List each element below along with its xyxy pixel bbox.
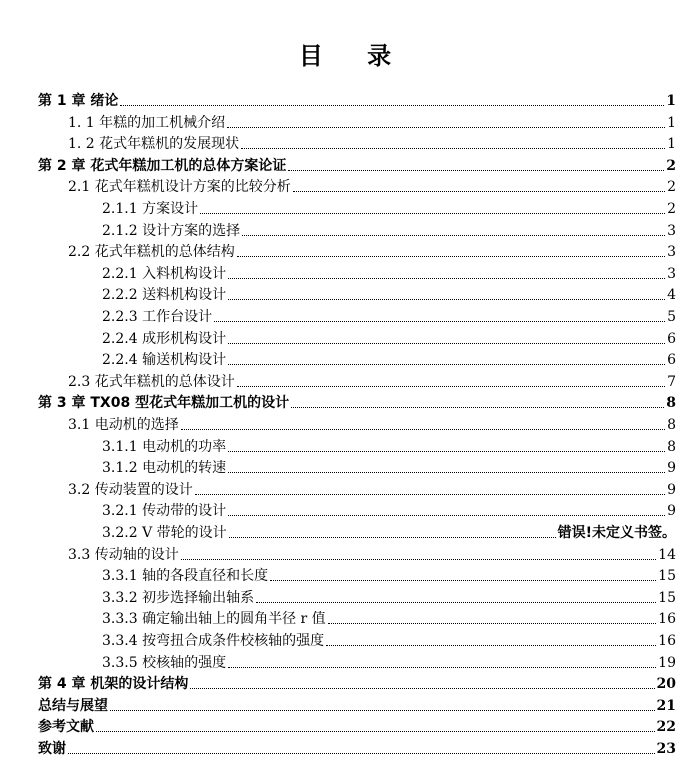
toc-section-entry[interactable] xyxy=(102,218,676,240)
toc-entry-label: 3.3.2 初步选择输出轴系 xyxy=(102,589,255,606)
toc-entry-page: 21 xyxy=(656,697,676,714)
dot-leader xyxy=(228,364,665,365)
toc-entry-label: 2.2 花式年糕机的总体结构 xyxy=(68,244,235,261)
dot-leader xyxy=(242,235,665,236)
toc-entry-label: 3.3 传动轴的设计 xyxy=(68,546,179,563)
dot-leader xyxy=(228,667,656,668)
toc-section-entry[interactable] xyxy=(68,477,676,499)
toc-section-entry[interactable] xyxy=(102,628,676,650)
toc-entry-label: 3.1.2 电动机的转速 xyxy=(102,460,227,477)
dot-leader xyxy=(228,515,665,516)
toc-entry-label: 1. 1 年糕的加工机械介绍 xyxy=(68,114,226,131)
dot-leader xyxy=(237,256,665,257)
toc-section-entry[interactable] xyxy=(102,282,676,304)
toc-entry-label: 3.3.1 轴的各段直径和长度 xyxy=(102,568,269,585)
toc-entry-label: 2.2.4 成形机构设计 xyxy=(102,330,227,347)
toc-entry-label: 1. 2 花式年糕机的发展现状 xyxy=(68,136,240,153)
toc-entry-label: 3.2.1 传动带的设计 xyxy=(102,503,227,520)
dot-leader xyxy=(110,710,655,711)
toc-entry-page: 22 xyxy=(656,719,676,736)
dot-leader xyxy=(228,451,665,452)
toc-entry-label: 2.1 花式年糕机设计方案的比较分析 xyxy=(68,179,291,196)
dot-leader xyxy=(214,321,665,322)
toc-entry-label: 总结与展望 xyxy=(38,697,108,714)
toc-chapter-entry[interactable] xyxy=(38,153,676,175)
toc-entry-label: 2.1.1 方案设计 xyxy=(102,201,199,217)
toc-entry-page: 7 xyxy=(667,373,676,390)
toc-section-entry[interactable] xyxy=(68,239,676,261)
dot-leader xyxy=(228,472,665,473)
toc-chapter-entry[interactable] xyxy=(38,88,676,110)
toc-section-entry[interactable] xyxy=(68,174,676,196)
dot-leader xyxy=(195,494,665,495)
toc-entry-page: 9 xyxy=(667,460,676,477)
toc-entry-label: 第 2 章 花式年糕加工机的总体方案论证 xyxy=(38,157,287,174)
toc-section-entry[interactable] xyxy=(68,542,676,564)
dot-leader xyxy=(229,537,556,538)
dot-leader xyxy=(228,278,665,279)
toc-entry-label: 2.2.3 工作台设计 xyxy=(102,309,213,325)
dot-leader xyxy=(120,105,664,106)
toc-entry-page: 9 xyxy=(667,481,676,498)
dot-leader xyxy=(291,407,664,408)
toc-entry-page: 3 xyxy=(667,222,676,239)
toc-section-entry[interactable] xyxy=(102,455,676,477)
toc-entry-page: 1 xyxy=(666,93,676,109)
toc-entry-page: 19 xyxy=(658,654,676,671)
toc-section-entry[interactable] xyxy=(102,196,676,218)
toc-section-entry[interactable] xyxy=(102,434,676,456)
toc-entry-page: 6 xyxy=(667,330,676,347)
toc-section-entry[interactable] xyxy=(102,304,676,326)
toc-entry-page: 2 xyxy=(667,201,676,217)
toc-entry-page: 8 xyxy=(666,395,676,412)
toc-entry-page: 5 xyxy=(667,309,676,325)
toc-entry-label: 第 3 章 TX08 型花式年糕加工机的设计 xyxy=(38,395,290,412)
toc-entry-label: 2.2.2 送料机构设计 xyxy=(102,287,227,304)
toc-section-entry[interactable] xyxy=(102,261,676,283)
toc-chapter-entry[interactable] xyxy=(38,671,676,693)
toc-entry-page: 8 xyxy=(667,417,676,433)
toc-entry-label: 3.1 电动机的选择 xyxy=(68,417,179,433)
toc-entry-page: 16 xyxy=(658,611,676,628)
toc-section-entry[interactable] xyxy=(68,131,676,153)
dot-leader xyxy=(227,127,665,128)
toc-section-entry[interactable] xyxy=(102,520,676,542)
toc-entry-page: 14 xyxy=(658,546,676,563)
toc-entry-label: 2.2.1 入料机构设计 xyxy=(102,265,227,282)
toc-entry-page: 8 xyxy=(667,438,676,455)
toc-section-entry[interactable] xyxy=(68,369,676,391)
dot-leader xyxy=(228,343,665,344)
toc-entry-page: 23 xyxy=(656,741,676,757)
toc-chapter-entry[interactable] xyxy=(38,390,676,412)
toc-section-entry[interactable] xyxy=(102,563,676,585)
toc-entry-page: 3 xyxy=(667,265,676,282)
toc-entry-page: 1 xyxy=(667,136,676,153)
toc-entry-label: 3.2.2 V 带轮的设计 xyxy=(102,525,227,541)
toc-section-entry[interactable] xyxy=(102,498,676,520)
dot-leader xyxy=(328,623,657,624)
toc-chapter-entry[interactable] xyxy=(38,693,676,715)
toc-chapter-entry[interactable] xyxy=(38,714,676,736)
toc-entry-page: 4 xyxy=(667,287,676,304)
dot-leader xyxy=(256,602,656,603)
toc-entry-label: 参考文献 xyxy=(38,719,94,736)
toc-entry-page: 3 xyxy=(667,244,676,261)
toc-entry-label: 3.1.1 电动机的功率 xyxy=(102,438,227,455)
toc-entry-page: 2 xyxy=(667,179,676,196)
toc-entry-label: 2.2.4 输送机构设计 xyxy=(102,352,227,369)
dot-leader xyxy=(270,580,656,581)
toc-section-entry[interactable] xyxy=(102,585,676,607)
toc-entry-page: 错误!未定义书签。 xyxy=(557,525,676,541)
toc-entry-page: 6 xyxy=(667,352,676,369)
toc-entry-label: 3.2 传动装置的设计 xyxy=(68,481,193,498)
toc-entry-page: 2 xyxy=(666,157,676,174)
dot-leader xyxy=(288,170,664,171)
dot-leader xyxy=(200,213,665,214)
dot-leader xyxy=(237,386,665,387)
toc-entry-page: 16 xyxy=(658,633,676,649)
dot-leader xyxy=(293,191,665,192)
toc-section-entry[interactable] xyxy=(102,326,676,348)
toc-section-entry[interactable] xyxy=(102,347,676,369)
toc-section-entry[interactable] xyxy=(102,650,676,672)
toc-title: 目 录 xyxy=(298,41,410,70)
toc-entry-page: 15 xyxy=(658,589,676,606)
dot-leader xyxy=(241,148,665,149)
toc-chapter-entry[interactable] xyxy=(38,736,676,758)
toc-section-entry[interactable] xyxy=(68,110,676,132)
dot-leader xyxy=(326,645,656,646)
toc-entry-page: 9 xyxy=(667,503,676,520)
dot-leader xyxy=(228,299,665,300)
dot-leader xyxy=(181,429,665,430)
toc-entry-label: 3.3.5 校核轴的强度 xyxy=(102,654,227,671)
dot-leader xyxy=(181,559,656,560)
dot-leader xyxy=(68,753,655,754)
dot-leader xyxy=(96,731,655,732)
toc-entry-label: 2.3 花式年糕机的总体设计 xyxy=(68,373,235,390)
toc-entry-label: 3.3.4 按弯扭合成条件校核轴的强度 xyxy=(102,633,325,649)
toc-entry-label: 第 1 章 绪论 xyxy=(38,93,119,109)
toc-entry-label: 第 4 章 机架的设计结构 xyxy=(38,676,189,693)
toc-section-entry[interactable] xyxy=(102,606,676,628)
toc-entry-page: 1 xyxy=(667,114,676,131)
toc-entry-label: 3.3.3 确定输出轴上的圆角半径 r 值 xyxy=(102,611,326,628)
dot-leader xyxy=(190,688,654,689)
toc-entry-page: 15 xyxy=(658,568,676,585)
toc-entry-label: 2.1.2 设计方案的选择 xyxy=(102,222,241,239)
toc-entry-page: 20 xyxy=(656,676,676,693)
toc-section-entry[interactable] xyxy=(68,412,676,434)
toc-entry-label: 致谢 xyxy=(38,741,66,757)
